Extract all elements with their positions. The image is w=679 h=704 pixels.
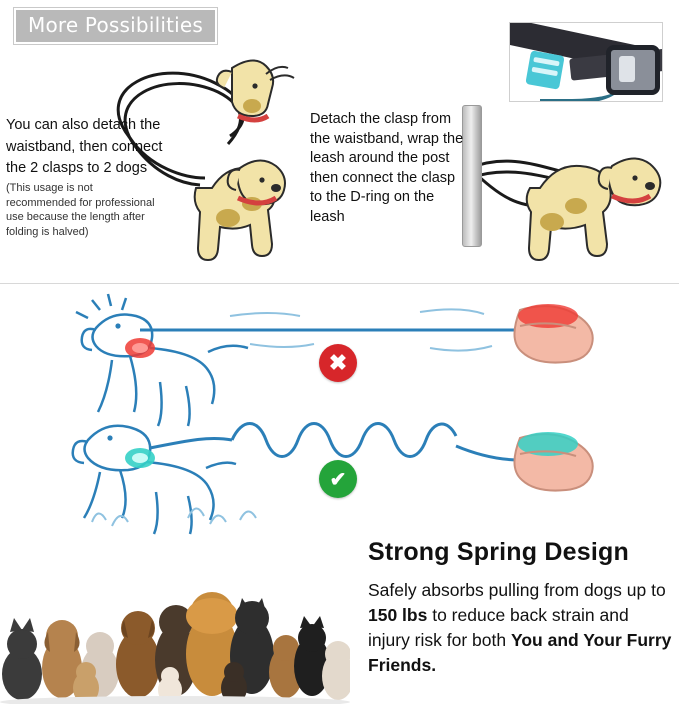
group-of-dogs-photo	[0, 556, 350, 704]
caption-wrap-around-post: Detach the clasp from the waistband, wrap the leash around the post then connect the clasp to the D-ring on the leash	[310, 111, 464, 225]
cross-mark-icon: ✖	[319, 344, 357, 382]
body-weight-value: 150 lbs	[368, 604, 428, 625]
caption-detach-waistband	[6, 114, 166, 240]
caption-detach-waistband-note: (This usage is not recommended for professional use because the length after folding is halved)	[6, 181, 155, 239]
check-mark-icon: ✔	[319, 460, 357, 498]
caption-detach-waistband-lead: You can also detach the waistband, then connect the 2 clasps to 2 dogs	[6, 117, 163, 177]
strong-spring-design-title: Strong Spring Design	[368, 538, 629, 566]
section-divider	[0, 283, 679, 284]
body-text-part1: Safely absorbs pulling from dogs up to	[368, 580, 666, 600]
comparison-illustration	[0, 290, 679, 540]
body-bold-phrase: You and Your Furry Friends.	[368, 629, 672, 675]
body-text-part2: to reduce back strain and injury risk for both	[368, 604, 629, 650]
strong-spring-design-body	[368, 578, 674, 677]
collar-clasp-inset-photo	[509, 22, 663, 102]
section-badge-more-possibilities: More Possibilities	[14, 8, 217, 44]
